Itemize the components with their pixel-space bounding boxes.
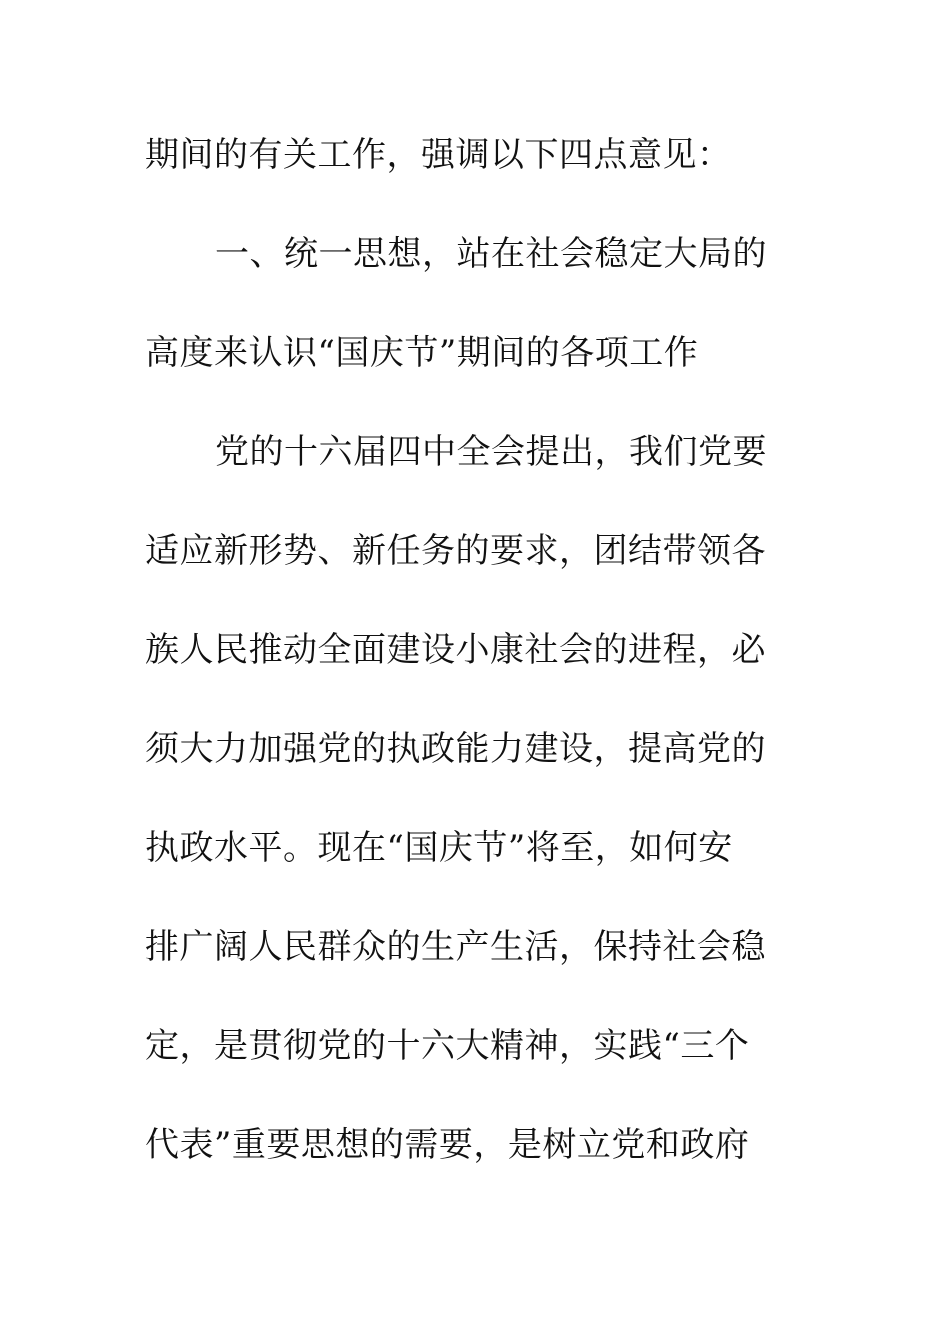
text-line: 定，是贯彻党的十六大精神，实践“三个	[145, 1026, 750, 1066]
section-heading-line: 一、统一思想，站在社会稳定大局的	[215, 234, 767, 274]
text-line: 期间的有关工作，强调以下四点意见：	[145, 135, 732, 175]
text-line: 族人民推动全面建设小康社会的进程，必	[145, 630, 766, 670]
text-line: 适应新形势、新任务的要求，团结带领各	[145, 531, 766, 571]
text-line: 排广阔人民群众的生产生活，保持社会稳	[145, 927, 766, 967]
paragraph-first-line: 党的十六届四中全会提出，我们党要	[215, 432, 767, 472]
text-line: 代表”重要思想的需要，是树立党和政府	[145, 1125, 750, 1165]
text-line: 须大力加强党的执政能力建设，提高党的	[145, 729, 766, 769]
section-heading-line: 高度来认识“国庆节”期间的各项工作	[145, 333, 699, 373]
text-line: 执政水平。现在“国庆节”将至，如何安	[145, 828, 733, 868]
